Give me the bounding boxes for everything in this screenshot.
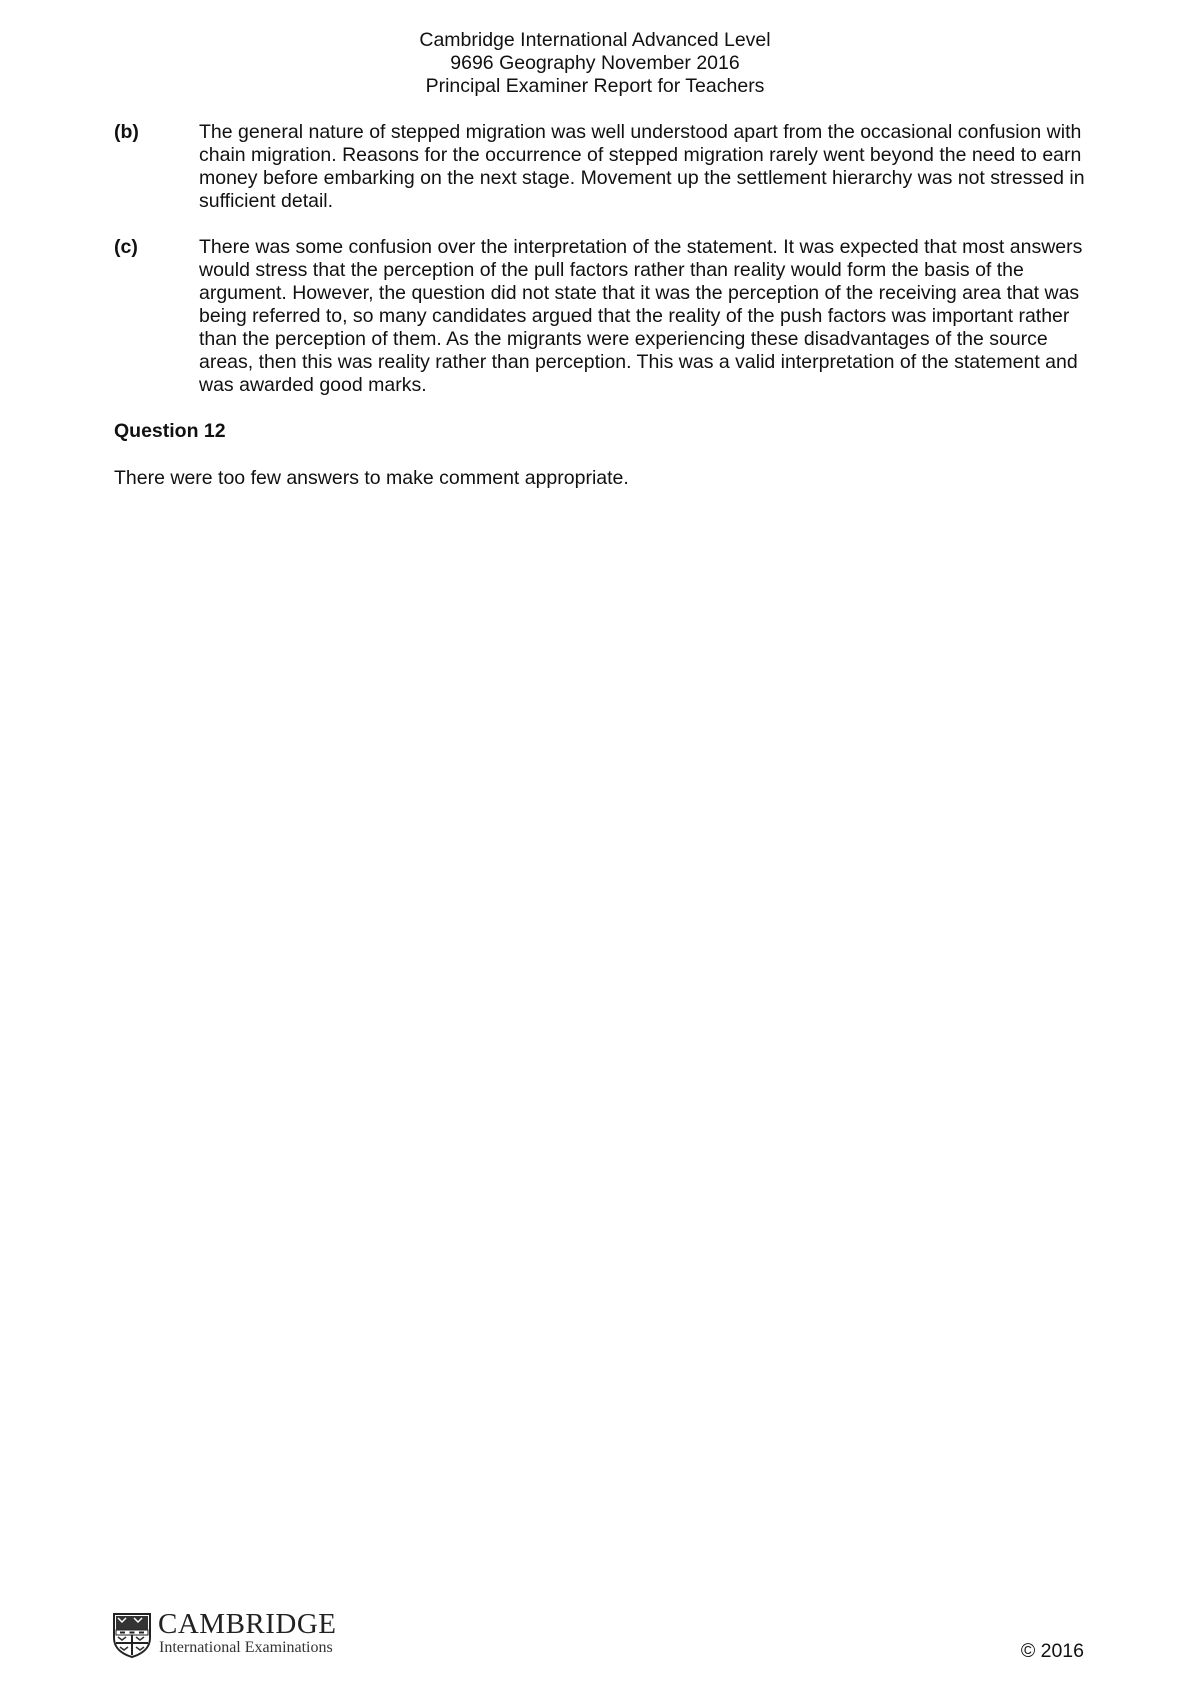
copyright-notice: © 2016 — [1020, 1640, 1084, 1662]
logo-subline: International Examinations — [159, 1639, 333, 1656]
part-c-text: There was some confusion over the interpretation of the statement. It was expected that most answers would stress that the perception of the pull factors rather than reality would form the basis of the argument. However, the question did not state that it was the perception of the receiving area that was being referred to, so many candidates argued that the reality of the push factors was important rather than the perception of them. As the migrants were experiencing these disadvantages of the source areas, then this was reality rather than perception. This was a valid interpretation of the statement and was awarded good marks. — [199, 236, 1083, 396]
cambridge-crest-icon — [112, 1612, 152, 1658]
header-line-syllabus: 9696 Geography November 2016 — [450, 52, 740, 74]
part-c — [114, 236, 1084, 397]
question-12-text: There were too few answers to make comment appropriate. — [114, 467, 629, 489]
page-header — [0, 29, 1190, 98]
part-b — [114, 121, 1084, 213]
part-c-label: (c) — [114, 236, 138, 258]
header-line-report-title: Principal Examiner Report for Teachers — [425, 75, 765, 97]
logo-wordmark: CAMBRIDGE — [158, 1608, 337, 1640]
question-12-heading: Question 12 — [114, 420, 226, 442]
cambridge-logo — [112, 1610, 352, 1658]
part-b-text: The general nature of stepped migration was well understood apart from the occasional confusion with chain migration. Reasons for the occurrence of stepped migration rarely went beyond the need to earn money before embarking on the next stage. Movement up the settlement hierarchy was not stressed in sufficient detail. — [199, 121, 1085, 212]
header-line-qualification: Cambridge International Advanced Level — [419, 29, 771, 51]
part-b-label: (b) — [114, 121, 139, 143]
